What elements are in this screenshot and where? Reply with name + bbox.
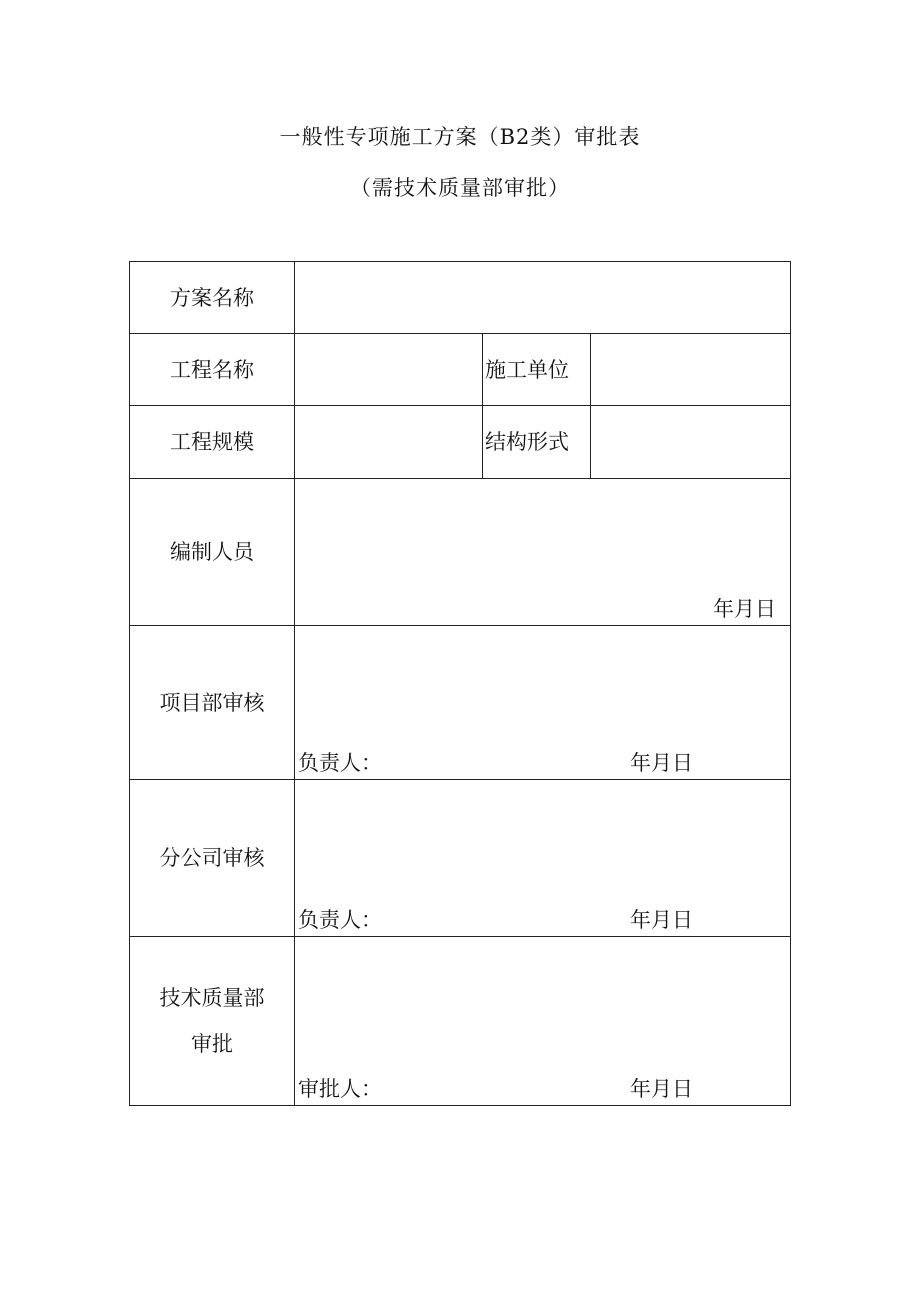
scheme-name-field[interactable]	[295, 262, 791, 334]
row-tech-quality-approval	[130, 937, 791, 1106]
scheme-name-label: 方案名称	[130, 262, 295, 334]
project-dept-review-label: 项目部审核	[130, 626, 295, 780]
structure-form-label: 结构形式	[483, 406, 591, 479]
structure-form-field[interactable]	[591, 406, 791, 479]
project-name-label: 工程名称	[130, 334, 295, 406]
approval-form-table	[129, 261, 791, 1106]
branch-signer-label: 负责人：	[298, 908, 382, 932]
construction-unit-field[interactable]	[591, 334, 791, 406]
construction-unit-label: 施工单位	[483, 334, 591, 406]
project-scale-label: 工程规模	[130, 406, 295, 479]
branch-review-date: 年月日	[630, 908, 693, 932]
tech-quality-approval-date: 年月日	[630, 1077, 693, 1101]
tech-quality-signer-label: 审批人：	[298, 1077, 382, 1101]
document-title: 一般性专项施工方案（B2类）审批表	[279, 125, 641, 149]
compiler-date: 年月日	[713, 597, 777, 621]
row-branch-review	[130, 780, 791, 937]
row-project-scale	[130, 406, 791, 479]
project-dept-signer-label: 负责人：	[298, 751, 382, 775]
project-scale-field[interactable]	[295, 406, 483, 479]
compiler-label: 编制人员	[130, 479, 295, 626]
tech-quality-approval-label	[130, 937, 295, 1106]
document-subtitle: （需技术质量部审批）	[350, 176, 570, 200]
project-dept-review-field[interactable]	[295, 626, 791, 780]
tech-quality-approval-field[interactable]	[295, 937, 791, 1106]
compiler-field[interactable]	[295, 479, 791, 626]
branch-review-field[interactable]	[295, 780, 791, 937]
branch-review-label: 分公司审核	[130, 780, 295, 937]
project-dept-review-date: 年月日	[630, 751, 693, 775]
row-compiler	[130, 479, 791, 626]
tech-quality-label-line2: 审批	[191, 1032, 233, 1056]
row-project-name	[130, 334, 791, 406]
tech-quality-label-line1: 技术质量部	[159, 986, 265, 1010]
row-scheme-name	[130, 262, 791, 334]
project-name-field[interactable]	[295, 334, 483, 406]
row-project-dept-review	[130, 626, 791, 780]
